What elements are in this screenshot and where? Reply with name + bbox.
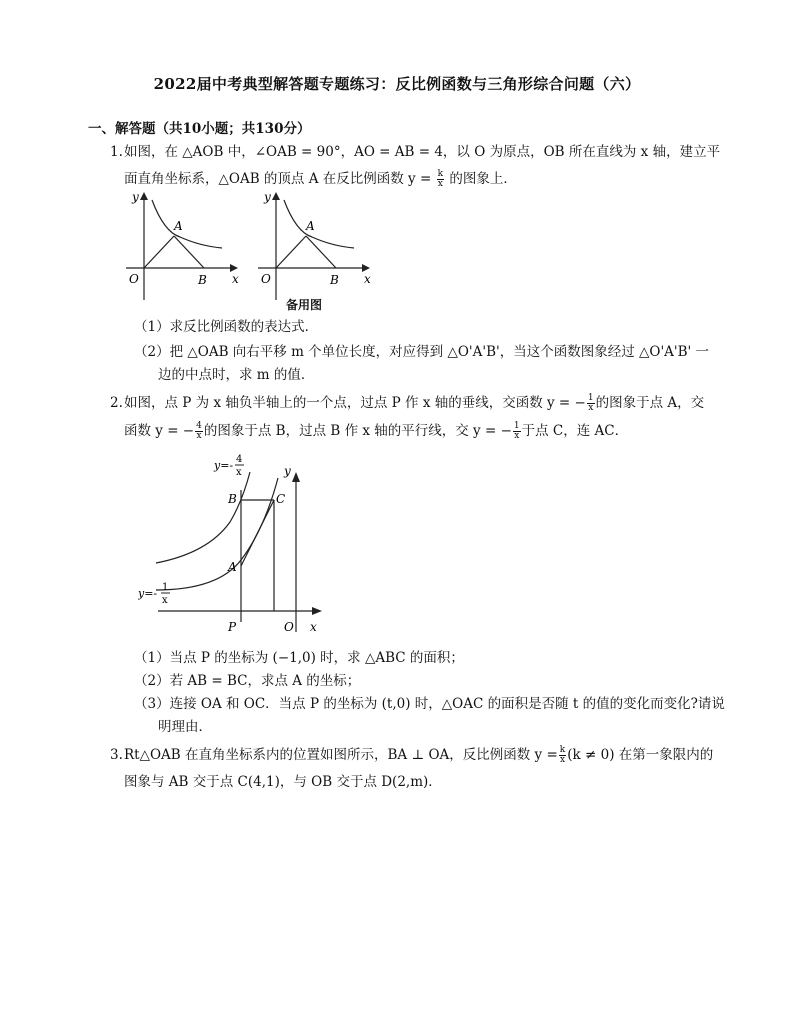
q2-figure <box>138 450 338 638</box>
q1-figure-spare <box>252 188 382 303</box>
q2-curve-4x <box>156 472 250 563</box>
q1s-y-arrow <box>272 192 280 200</box>
q1-label-A: A <box>174 219 183 233</box>
q2-label-A: A <box>228 560 237 574</box>
q2-sub1: （1）当点 P 的坐标为 (−1,0) 时，求 △ABC 的面积； <box>134 650 464 666</box>
q1-y-arrow <box>140 192 148 200</box>
q1s-segment-OA <box>276 236 306 268</box>
q2-number: 2. <box>110 395 123 411</box>
q2-label-d1: x <box>162 595 168 606</box>
q1-label-x: x <box>232 272 239 286</box>
q1-figure-caption: 备用图 <box>286 298 323 312</box>
q2-label-x: x <box>310 620 317 634</box>
q3-number: 3. <box>110 747 123 763</box>
q2-label-d4: x <box>236 467 242 478</box>
q1s-x-arrow <box>362 264 370 272</box>
q3-fraction: $\frac{k}{x}$ <box>559 745 566 765</box>
q1-sub2-line1: （2）把 △OAB 向右平移 m 个单位长度，对应得到 △O'A'B'，当这个函数图象经过 △O'A'B' 一 <box>134 344 710 360</box>
q1s-label-x: x <box>364 272 371 286</box>
q2-label-n1: 1 <box>162 582 169 593</box>
q2-label-C: C <box>276 492 286 506</box>
q3-line1-a: Rt△OAB 在直角坐标系内的位置如图所示，BA ⊥ OA，反比例函数 y = <box>124 747 558 763</box>
q2-label-B: B <box>228 492 237 506</box>
q1-segment-OA <box>144 236 174 268</box>
q1-label-y: y <box>132 190 139 204</box>
q2-label-O: O <box>284 620 294 634</box>
q1-sub1: （1）求反比例函数的表达式． <box>134 319 319 335</box>
q2-curve-1x <box>156 478 278 590</box>
q2-y-arrow <box>292 472 300 482</box>
q2-line1-a: 如图，点 P 为 x 轴负半轴上的一个点，过点 P 作 x 轴的垂线，交函数 y = − <box>124 395 586 411</box>
q1-x-arrow <box>230 264 238 272</box>
q2-fraction-3: $\frac{1}{x}$ <box>513 421 520 441</box>
q1s-label-O: O <box>261 272 271 286</box>
q2-label-y1: y=- <box>138 587 158 600</box>
q1s-hyperbola <box>284 200 354 248</box>
q1-label-B: B <box>198 273 207 287</box>
page-title: 2022届中考典型解答题专题练习：反比例函数与三角形综合问题（六） <box>153 75 641 93</box>
q1-label-O: O <box>129 272 139 286</box>
q1-fraction: $\frac{k}{x}$ <box>437 169 444 189</box>
q1s-label-B: B <box>330 273 339 287</box>
q2-line2-c: 于点 C，连 AC． <box>521 423 629 439</box>
q2-label-y4: y=- <box>214 459 234 472</box>
q1-hyperbola <box>152 200 222 248</box>
q2-line2 <box>124 422 628 441</box>
q1-line2-b: 的图象上． <box>449 171 517 187</box>
q2-line1-b: 的图象于点 A，交 <box>595 395 705 411</box>
q3-line1-b: (k ≠ 0) 在第一象限内的 <box>567 747 714 763</box>
q2-line2-b: 的图象于点 B，过点 B 作 x 轴的平行线，交 y = − <box>203 423 512 439</box>
q2-sub3-line2: 明理由． <box>158 719 212 735</box>
q1-line1: 如图，在 △AOB 中，∠OAB = 90°，AO = AB = 4，以 O 为原点，OB 所在直线为 x 轴，建立平 <box>124 144 721 160</box>
q1-number: 1. <box>110 144 123 160</box>
q2-line1 <box>124 394 704 413</box>
q2-fraction-2: $\frac{4}{x}$ <box>196 421 202 441</box>
q1-line2-a: 面直角坐标系，△OAB 的顶点 A 在反比例函数 y = <box>124 171 432 187</box>
q2-segment-AC <box>241 500 274 566</box>
q2-sub3-line1: （3）连接 OA 和 OC．当点 P 的坐标为 (t,0) 时，△OAC 的面积是否随 t 的值的变化而变化?请说 <box>134 696 725 712</box>
q2-label-n4: 4 <box>236 454 243 465</box>
section-heading: 一、解答题（共10小题；共130分） <box>88 121 311 137</box>
q2-label-y: y <box>284 464 291 478</box>
q2-x-arrow <box>312 607 322 615</box>
q1s-label-y: y <box>264 190 271 204</box>
q3-line1 <box>124 746 713 765</box>
q2-fraction-1: $\frac{1}{x}$ <box>587 393 594 413</box>
q1-sub2-line2: 边的中点时，求 m 的值． <box>158 367 315 383</box>
q2-sub2: （2）若 AB = BC，求点 A 的坐标； <box>134 673 361 689</box>
q2-line2-a: 函数 y = − <box>124 423 195 439</box>
q1-line2 <box>124 170 517 189</box>
q1-figure-main <box>120 188 250 303</box>
q1s-label-A: A <box>306 219 315 233</box>
q3-line2: 图象与 AB 交于点 C(4,1)，与 OB 交于点 D(2,m)． <box>124 774 442 790</box>
q2-label-P: P <box>228 620 237 634</box>
